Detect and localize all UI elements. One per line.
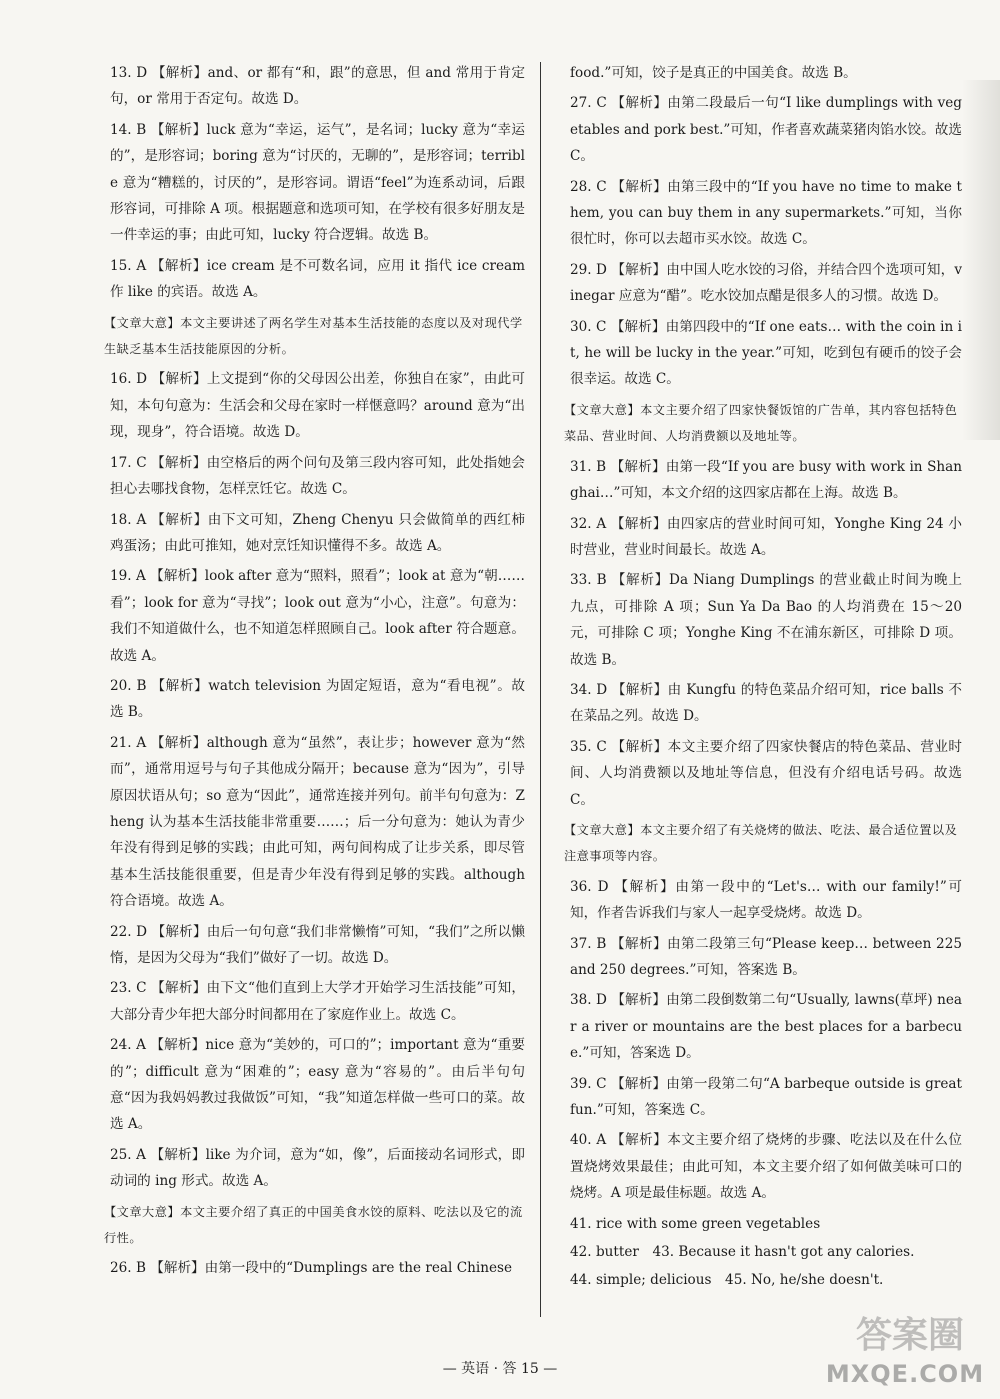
answer-26: 26. B 【解析】由第一段中的“Dumplings are the real Chinese — [110, 1260, 513, 1277]
answer-32: 32. A 【解析】由四家店的营业时间可知，Yonghe King 24 小时营业，营业时间最长。故选 A。 — [570, 515, 962, 558]
answer-18: 18. A 【解析】由下文可知，Zheng Chenyu 只会做简单的西红柿鸡蛋汤；由此可推知，她对烹饪知识懂得不多。故选 A。 — [110, 511, 525, 554]
answer-24: 24. A 【解析】nice 意为“美妙的，可口的”；important 意为“重要的”；difficult 意为“困难的”；easy 意为“容易的”。由后半句句意“因为我妈妈教过我做饭”可知，“我”知道怎样做一些可口的菜。故选 A。 — [110, 1037, 525, 1133]
passage-summary-5: 【文章大意】本文主要介绍了有关烧烤的做法、吃法、最合适位置以及注意事项等内容。 — [564, 822, 958, 864]
answer-30: 30. C 【解析】由第四段中的“If one eats… with the coin in it, he will be lucky in the year.”可知，吃到包有硬币的饺子会很幸运。故选 C。 — [570, 318, 962, 388]
answer-39: 39. C 【解析】由第一段第二句“A barbeque outside is great fun.”可知，答案选 C。 — [570, 1075, 962, 1119]
answer-13: 13. D 【解析】and、or 都有“和，跟”的意思，但 and 常用于肯定句，or 常用于否定句。故选 D。 — [110, 65, 525, 108]
answer-28: 28. C 【解析】由第三段中的“If you have no time to make them, you can buy them in any supermarkets.”可知，当你很忙时，你可以去超市买水饺。故选 C。 — [570, 178, 962, 248]
answer-26-continued: food.”可知，饺子是真正的中国美食。故选 B。 — [570, 65, 857, 81]
answer-35: 35. C 【解析】本文主要介绍了四家快餐店的特色菜品、营业时间、人均消费额以及地址等信息，但没有介绍电话号码。故选 C。 — [570, 738, 962, 808]
passage-summary-2: 【文章大意】本文主要讲述了两名学生对基本生活技能的态度以及对现代学生缺乏基本生活技能原因的分析。 — [104, 315, 523, 357]
site-watermark — [820, 1312, 990, 1392]
answer-27: 27. C 【解析】由第二段最后一句“I like dumplings with vegetables and pork best.”可知，作者喜欢蔬菜猪肉馅水饺。故选 C。 — [570, 95, 962, 165]
watermark-site: MXQE.COM — [825, 1360, 985, 1388]
answer-20: 20. B 【解析】watch television 为固定短语，意为“看电视”。故选 B。 — [110, 677, 525, 721]
answer-41: 41. rice with some green vegetables — [570, 1215, 821, 1232]
answer-14: 14. B 【解析】luck 意为“幸运，运气”，是名词；lucky 意为“幸运的”，是形容词；boring 意为“讨厌的，无聊的”，是形容词；terrible 意为“糟糕的，讨厌的”，是形容词。谓语“feel”为连系动词，后跟形容词，可排除 A 项。根据题意和选项可知，在学校有很多好朋友是一件幸运的事；由此可知，lucky 符合逻辑。故选 B。 — [110, 121, 525, 244]
right-column — [564, 60, 962, 1296]
answer-31: 31. B 【解析】由第一段“If you are busy with work in Shanghai…”可知，本文介绍的这四家店都在上海。故选 B。 — [570, 458, 962, 502]
answer-36: 36. D 【解析】由第一段中的“Let's… with our family!”可知，作者告诉我们与家人一起享受烧烤。故选 D。 — [570, 878, 962, 922]
answer-22: 22. D 【解析】由后一句句意“我们非常懒惰”可知，“我们”之所以懒惰，是因为父母为“我们”做好了一切。故选 D。 — [110, 923, 525, 966]
passage-summary-3: 【文章大意】本文主要介绍了真正的中国美食水饺的原料、吃法以及它的流行性。 — [104, 1204, 523, 1246]
answer-29: 29. D 【解析】由中国人吃水饺的习俗，并结合四个选项可知，vinegar 应意为“醋”。吃水饺加点醋是很多人的习惯。故选 D。 — [570, 261, 962, 305]
answer-40: 40. A 【解析】本文主要介绍了烧烤的步骤、吃法以及在什么位置烧烤效果最佳；由此可知，本文主要介绍了如何做美味可口的烧烤。A 项是最佳标题。故选 A。 — [570, 1132, 962, 1202]
answer-23: 23. C 【解析】由下文“他们直到上大学才开始学习生活技能”可知，大部分青少年把大部分时间都用在了家庭作业上。故选 C。 — [110, 980, 525, 1023]
answer-15: 15. A 【解析】ice cream 是不可数名词，应用 it 指代 ice cream 作 like 的宾语。故选 A。 — [110, 257, 525, 301]
answer-34: 34. D 【解析】由 Kungfu 的特色菜品介绍可知，rice balls 不在菜品之列。故选 D。 — [570, 681, 962, 725]
left-column — [104, 60, 525, 1286]
answer-33: 33. B 【解析】Da Niang Dumplings 的营业截止时间为晚上九点，可排除 A 项；Sun Ya Da Bao 的人均消费在 15～20 元，可排除 C 项；Yonghe King 不在浦东新区，可排除 D 项。故选 B。 — [570, 572, 962, 668]
passage-summary-4: 【文章大意】本文主要介绍了四家快餐饭馆的广告单，其内容包括特色菜品、营业时间、人均消费额以及地址等。 — [564, 402, 958, 444]
answer-25: 25. A 【解析】like 为介词，意为“如，像”，后面接动名词形式，即动词的 ing 形式。故选 A。 — [110, 1146, 525, 1190]
answer-21: 21. A 【解析】although 意为“虽然”，表让步；however 意为“然而”，通常用逗号与句子其他成分隔开；because 意为“因为”，引导原因状语从句；so 意为“因此”，通常连接并列句。前半句句意为：Zheng 认为基本生活技能非常重要……；后一分句意为：她认为青少年没有得到足够的实践；由此可知，两句间构成了让步关系，即尽管基本生活技能很重要，但是青少年没有得到足够的实践。although 符合语境。故选 A。 — [110, 734, 525, 910]
page-edge-shadow — [962, 80, 1000, 440]
answer-37: 37. B 【解析】由第二段第三句“Please keep… between 225 and 250 degrees.”可知，答案选 B。 — [570, 935, 962, 978]
watermark-logo: 答案圈 — [855, 1315, 964, 1356]
column-divider — [540, 62, 541, 1317]
answer-19: 19. A 【解析】look after 意为“照料，照看”；look at 意为“朝……看”；look for 意为“寻找”；look out 意为“小心，注意”。句意为：我们不知道做什么，也不知道怎样照顾自己。look after 符合题意。故选 A。 — [110, 568, 525, 664]
answer-17: 17. C 【解析】由空格后的两个问句及第三段内容可知，此处指她会担心去哪找食物，怎样烹饪它。故选 C。 — [110, 454, 525, 498]
answer-44-45: 44. simple; delicious 45. No, he/she doesn't. — [570, 1272, 884, 1289]
answer-38: 38. D 【解析】由第二段倒数第二句“Usually, lawns(草坪) near a river or mountains are the best places for a barbecue.”可知，答案选 D。 — [570, 992, 962, 1062]
page-footer: — 英语 · 答 15 — — [442, 1361, 558, 1377]
answer-42-43: 42. butter 43. Because it hasn't got any calories. — [570, 1244, 915, 1261]
answer-16: 16. D 【解析】上文提到“你的父母因公出差，你独自在家”，由此可知，本句句意为：生活会和父母在家时一样惬意吗？around 意为“出现，现身”，符合语境。故选 D。 — [110, 371, 525, 441]
